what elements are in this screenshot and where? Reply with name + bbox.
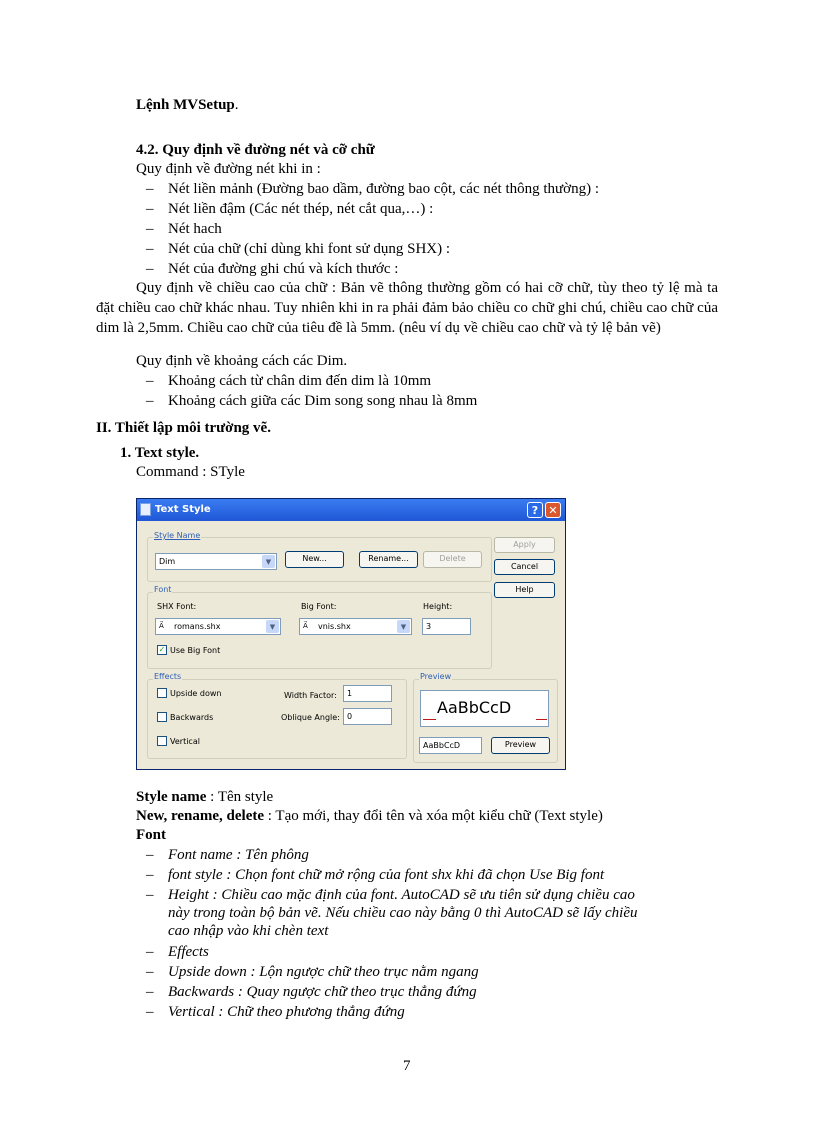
width-factor-input[interactable]: 1 [343, 685, 392, 702]
page-number: 7 [403, 1058, 411, 1074]
backwards-checkbox[interactable] [157, 712, 167, 722]
style-name-value: Dim [159, 557, 176, 566]
list-item: – [146, 241, 154, 257]
shx-font-value: romans.shx [174, 622, 221, 631]
width-factor-label: Width Factor: [284, 691, 337, 700]
preview-button[interactable]: Preview [491, 737, 550, 754]
font-item-text: Vertical : Chữ theo phương thẳng đứng [168, 1004, 405, 1020]
preview-group-label: Preview [420, 672, 452, 681]
rename-button[interactable]: Rename... [359, 551, 418, 568]
list-item-text: Nét liền mảnh (Đường bao dầm, đường bao cột, các nét thông thường) : [168, 181, 600, 197]
big-font-label: Big Font: [301, 602, 337, 611]
list-item: – [146, 373, 154, 389]
upside-down-checkbox[interactable] [157, 688, 167, 698]
vertical-label: Vertical [170, 737, 200, 746]
height-input[interactable]: 3 [422, 618, 471, 635]
list-item: – [146, 984, 154, 1000]
font-item-text: Height : Chiều cao mặc định của font. AutoCAD sẽ ưu tiên sử dụng chiều cao [168, 887, 635, 903]
font-group-label: Font [154, 585, 172, 594]
list-item: – [146, 181, 154, 197]
chevron-down-icon: ▼ [266, 620, 279, 633]
baseline-marker [423, 719, 436, 720]
text-height-paragraph: Quy định về chiều cao của chữ : Bản vẽ thông thường gồm có hai cỡ chữ, tùy theo tỷ lệ mà ta đặt chiều cao chữ khác nhau. Tuy nhiên khi in ra phải đảm bảo chiều co chữ ghi chú, chiều cao chữ của dim là 2,5mm. Chiều cao chữ của tiêu đề là 5mm. (nêu ví dụ về chiều cao chữ và tỷ lệ bản vẽ) [96, 280, 718, 336]
font-item-text: Backwards : Quay ngược chữ theo trục thẳng đứng [168, 984, 477, 1000]
use-big-font-label: Use Big Font [170, 646, 221, 655]
style-name-label: Style Name [154, 531, 201, 540]
height-label: Height: [423, 602, 453, 611]
apply-button[interactable]: Apply [494, 537, 555, 553]
effects-group-label: Effects [154, 672, 182, 681]
list-item-text: Khoảng cách từ chân dim đến dim là 10mm [168, 373, 432, 389]
baseline-marker [536, 719, 547, 720]
font-heading: Font [136, 827, 166, 843]
new-rename-desc: New, rename, delete : Tạo mới, thay đổi tên và xóa một kiểu chữ (Text style) [136, 808, 603, 824]
list-item: – [146, 964, 154, 980]
preview-sample-text: AaBbCcD [437, 698, 512, 717]
dim-rules-intro: Quy định về khoảng cách các Dim. [136, 353, 348, 369]
upside-down-label: Upside down [170, 689, 222, 698]
list-item-text: Khoảng cách giữa các Dim song song nhau là 8mm [168, 393, 478, 409]
section-1-heading: 1. Text style. [120, 445, 200, 461]
big-font-select[interactable] [299, 618, 412, 635]
list-item: – [146, 944, 154, 960]
list-item: – [146, 393, 154, 409]
list-item-text: Nét của chữ (chỉ dùng khi font sử dụng SHX) : [168, 241, 451, 257]
backwards-label: Backwards [170, 713, 214, 722]
font-icon: A⃗ [159, 622, 164, 630]
font-item-text: font style : Chọn font chữ mở rộng của font shx khi đã chọn Use Big font [168, 867, 605, 883]
list-item-text: Nét hach [168, 221, 222, 237]
list-item: – [146, 887, 154, 903]
font-icon: A⃗ [303, 622, 308, 630]
cancel-button[interactable]: Cancel [494, 559, 555, 575]
list-item: – [146, 221, 154, 237]
style-name-select[interactable] [155, 553, 277, 570]
mvsetup-heading: Lệnh MVSetup. [136, 97, 239, 113]
section-II-heading: II. Thiết lập môi trường vẽ. [96, 420, 271, 436]
new-button[interactable]: New... [285, 551, 344, 568]
list-item: – [146, 261, 154, 277]
vertical-checkbox[interactable] [157, 736, 167, 746]
list-item-text: Nét của đường ghi chú và kích thước : [168, 261, 399, 277]
font-item-text: này trong toàn bộ bản vẽ. Nếu chiều cao này bằng 0 thì AutoCAD sẽ lấy chiều [168, 905, 638, 921]
big-font-value: vnis.shx [318, 622, 351, 631]
font-item-text: cao nhập vào khi chèn text [168, 923, 329, 939]
use-big-font-checkbox[interactable]: ✓ [158, 645, 166, 654]
app-icon [140, 503, 151, 516]
style-name-desc: Style name : Tên style [136, 789, 274, 805]
oblique-angle-label: Oblique Angle: [281, 713, 340, 722]
help-button[interactable]: Help [494, 582, 555, 598]
command-line: Command : STyle [136, 464, 245, 480]
preview-panel [420, 690, 549, 727]
chevron-down-icon: ▼ [262, 555, 275, 568]
line-rules-intro: Quy định về đường nét khi in : [136, 161, 321, 177]
preview-text-input[interactable]: AaBbCcD [419, 737, 482, 754]
shx-font-label: SHX Font: [157, 602, 197, 611]
font-item-text: Effects [168, 944, 209, 960]
oblique-angle-input[interactable]: 0 [343, 708, 392, 725]
delete-button[interactable]: Delete [423, 551, 482, 568]
dialog-title-bar [137, 499, 565, 521]
font-item-text: Upside down : Lộn ngược chữ theo trục nằm ngang [168, 964, 479, 980]
text-style-dialog [136, 498, 566, 770]
help-icon[interactable]: ? [527, 502, 543, 518]
font-item-text: Font name : Tên phông [168, 847, 309, 863]
list-item-text: Nét liền đậm (Các nét thép, nét cắt qua,…) : [168, 201, 434, 217]
chevron-down-icon: ▼ [397, 620, 410, 633]
list-item: – [146, 1004, 154, 1020]
shx-font-select[interactable] [155, 618, 281, 635]
close-icon[interactable]: ✕ [545, 502, 561, 518]
dialog-title: Text Style [155, 504, 211, 515]
list-item: – [146, 847, 154, 863]
section-4-2-heading: 4.2. Quy định về đường nét và cỡ chữ [136, 142, 375, 158]
list-item: – [146, 201, 154, 217]
list-item: – [146, 867, 154, 883]
